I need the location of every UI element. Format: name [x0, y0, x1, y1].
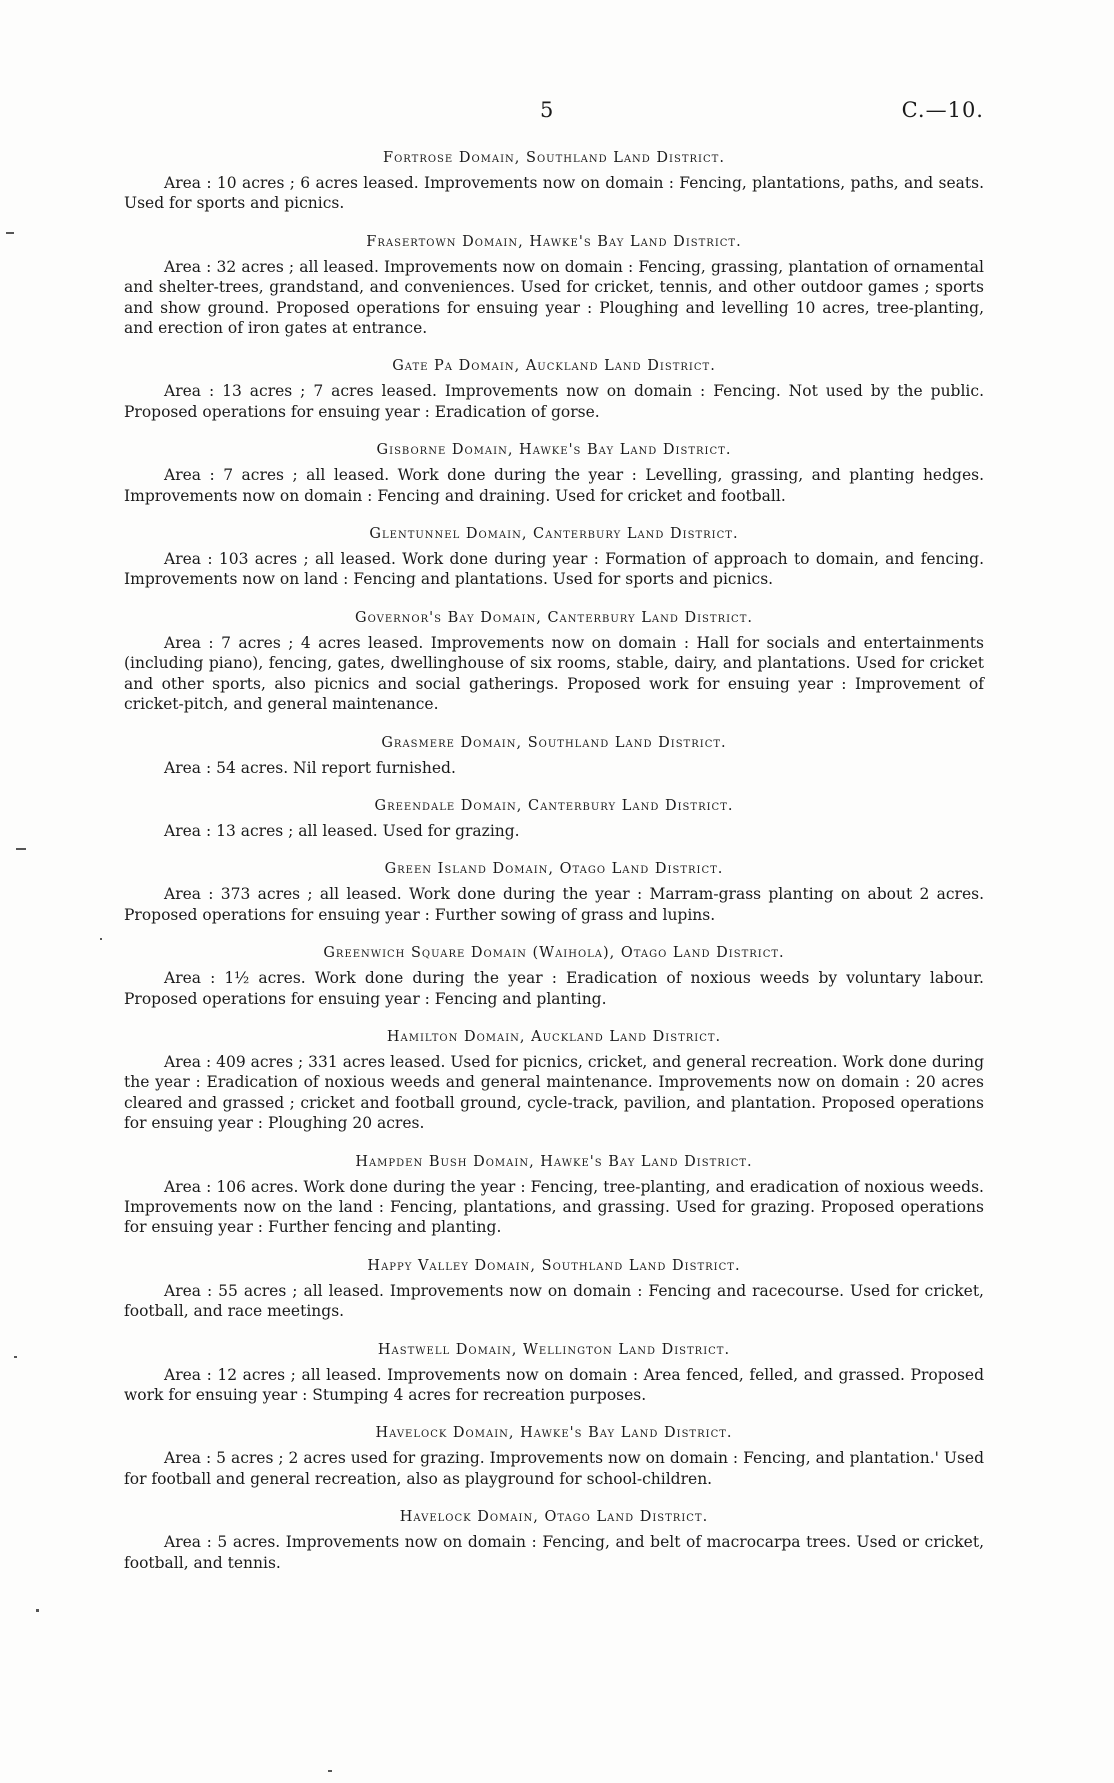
entry-text: Area : 373 acres ; all leased. Work done during the year : Marram-grass planting on about 2 acres. Proposed operations for ensuing year : Further sowing of grass and lupins.	[124, 885, 984, 924]
scan-speck	[100, 938, 102, 940]
entry-text: Area : 55 acres ; all leased. Improvements now on domain : Fencing and racecourse. Used for cricket, football, and race meetings.	[124, 1281, 984, 1321]
scan-speck	[16, 848, 26, 850]
domain-entry	[124, 440, 984, 506]
domain-entry	[124, 232, 984, 339]
page-number: 5	[540, 98, 554, 122]
domain-entry	[124, 943, 984, 1009]
domain-entry	[124, 524, 984, 590]
document-reference: C.—10.	[901, 98, 984, 122]
entry-text: Area : 103 acres ; all leased. Work done during year : Formation of approach to domain, and fencing. Improvements now on land : Fencing and plantations. Used for sports and picnics.	[124, 550, 984, 589]
entry-text: Area : 5 acres. Improvements now on domain : Fencing, and belt of macrocarpa trees. Used or cricket, football, and tennis.	[124, 1533, 984, 1572]
entry-text: Area : 1½ acres. Work done during the year : Eradication of noxious weeds by voluntary labour. Proposed operations for ensuing year : Fencing and planting.	[124, 969, 984, 1008]
entry-heading: Hampden Bush Domain, Hawke's Bay Land District.	[355, 1153, 753, 1170]
entry-heading: Glentunnel Domain, Canterbury Land District.	[369, 526, 739, 543]
domain-entry	[124, 1507, 984, 1573]
domain-entry	[124, 796, 984, 841]
entry-heading: Green Island Domain, Otago Land District.	[384, 861, 724, 878]
domain-entry	[124, 1256, 984, 1322]
entry-text: Area : 7 acres ; 4 acres leased. Improvements now on domain : Hall for socials and entertainments (including piano), fencing, gates, dwellinghouse of six rooms, stable, dairy, and plantations. Used for cricket and other sports, also picnics and social gatherings. Proposed work for ensuing year : Improvement of cricket-pitch, and general maintenance.	[124, 633, 984, 714]
domain-entry	[124, 733, 984, 778]
entry-heading: Gate Pa Domain, Auckland Land District.	[392, 358, 716, 375]
entry-heading: Frasertown Domain, Hawke's Bay Land District.	[366, 233, 742, 250]
domain-entry	[124, 1340, 984, 1406]
entry-heading: Hastwell Domain, Wellington Land District.	[377, 1341, 731, 1358]
entry-text: Area : 54 acres. Nil report furnished.	[164, 758, 456, 777]
entry-heading: Fortrose Domain, Southland Land District.	[383, 150, 725, 166]
entry-text: Area : 5 acres ; 2 acres used for grazing. Improvements now on domain : Fencing, and plantation.' Used for football and general recreation, also as playground for school-children.	[124, 1449, 984, 1488]
entry-text: Area : 7 acres ; all leased. Work done during the year : Levelling, grassing, and planting hedges. Improvements now on domain : Fencing and draining. Used for cricket and football.	[124, 466, 984, 505]
scan-speck	[6, 232, 14, 234]
scan-speck	[36, 1609, 39, 1612]
entry-heading: Havelock Domain, Otago Land District.	[399, 1509, 709, 1526]
entry-heading: Grasmere Domain, Southland Land District.	[381, 734, 727, 751]
entry-heading: Greenwich Square Domain (Waihola), Otago Land District.	[323, 945, 785, 962]
entry-heading: Greendale Domain, Canterbury Land District.	[374, 797, 734, 814]
entry-text: Area : 32 acres ; all leased. Improvements now on domain : Fencing, grassing, plantation of ornamental and shelter-trees, grandstand, and conveniences. Used for cricket, tennis, and other outdoor games ; sports and show ground. Proposed operations for ensuing year : Ploughing and levelling 10 acres, tree-planting, and erection of iron gates at entrance.	[124, 257, 984, 338]
domain-entry	[124, 608, 984, 715]
entry-heading: Happy Valley Domain, Southland Land District.	[367, 1257, 741, 1274]
scan-speck	[14, 1356, 17, 1358]
domain-entry	[124, 859, 984, 925]
entry-text: Area : 10 acres ; 6 acres leased. Improvements now on domain : Fencing, plantations, paths, and seats. Used for sports and picnics.	[124, 174, 984, 213]
domain-entries	[124, 148, 984, 1591]
entry-text: Area : 13 acres ; 7 acres leased. Improvements now on domain : Fencing. Not used by the public. Proposed operations for ensuing year : Eradication of gorse.	[124, 382, 984, 421]
entry-text: Area : 13 acres ; all leased. Used for grazing.	[164, 821, 520, 840]
domain-entry	[124, 1423, 984, 1489]
entry-text: Area : 409 acres ; 331 acres leased. Used for picnics, cricket, and general recreation. Work done during the year : Eradication of noxious weeds and general maintenance. Improvements now on domain : 20 acres cleared and grassed ; cricket and football ground, cycle-track, pavilion, and plantation. Proposed operations for ensuing year : Ploughing 20 acres.	[124, 1052, 984, 1133]
domain-entry	[124, 148, 984, 214]
domain-entry	[124, 356, 984, 422]
entry-heading: Gisborne Domain, Hawke's Bay Land District.	[376, 442, 732, 459]
entry-text: Area : 12 acres ; all leased. Improvements now on domain : Area fenced, felled, and grassed. Proposed work for ensuing year : Stumping 4 acres for recreation purposes.	[124, 1365, 984, 1404]
domain-entry	[124, 1152, 984, 1238]
entry-text: Area : 106 acres. Work done during the year : Fencing, tree-planting, and eradication of noxious weeds. Improvements now on the land : Fencing, plantations, and grassing. Used for grazing. Proposed operations for ensuing year : Further fencing and planting.	[124, 1177, 984, 1237]
domain-entry	[124, 1027, 984, 1134]
entry-heading: Governor's Bay Domain, Canterbury Land District.	[355, 609, 753, 626]
entry-heading: Hamilton Domain, Auckland Land District.	[386, 1028, 722, 1045]
entry-heading: Havelock Domain, Hawke's Bay Land District.	[375, 1425, 733, 1442]
scan-speck	[328, 1770, 332, 1772]
